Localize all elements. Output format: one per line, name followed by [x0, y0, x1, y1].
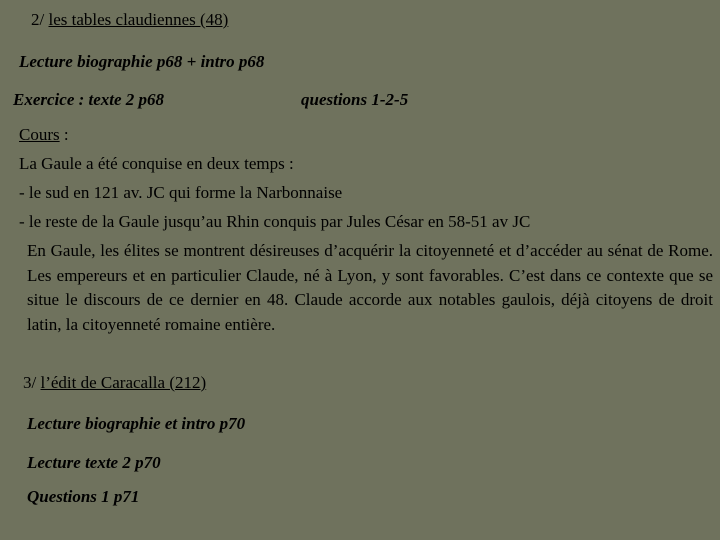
section2-exercise: Exercice : texte 2 p68: [13, 90, 165, 109]
section3-number: 3/: [23, 373, 37, 392]
course-line-2: - le sud en 121 av. JC qui forme la Narbonnaise: [19, 183, 343, 202]
section2-heading: [31, 10, 228, 30]
section3-item-3: Questions 1 p71: [27, 487, 140, 506]
course-heading: [19, 125, 69, 145]
section3-heading: [23, 373, 206, 393]
course-colon: :: [59, 125, 69, 144]
context-paragraph: En Gaule, les élites se montrent désireuses d’acquérir la citoyenneté et d’accéder au sénat de Rome. Les empereurs et en particulier Claude, né à Lyon, y sont favorables. C’est dans ce contexte que se situe le discours de ce dernier en 48. Claude accorde aux notables gaulois, déjà citoyens de droit latin, la citoyenneté romaine entière.: [27, 241, 713, 334]
section2-reading: Lecture biographie p68 + intro p68: [19, 52, 265, 71]
course-label: Cours: [19, 125, 60, 144]
course-line-3: - le reste de la Gaule jusqu’au Rhin conquis par Jules César en 58-51 av JC: [19, 212, 531, 231]
course-line-1: La Gaule a été conquise en deux temps :: [19, 154, 294, 173]
section3-item-1: Lecture biographie et intro p70: [27, 414, 246, 433]
section2-questions: questions 1-2-5: [301, 90, 409, 109]
section3-title: l’édit de Caracalla (212): [40, 373, 207, 392]
section2-title: les tables claudiennes (48): [48, 10, 229, 29]
section2-number: 2/: [31, 10, 45, 29]
section3-item-2: Lecture texte 2 p70: [27, 453, 161, 472]
